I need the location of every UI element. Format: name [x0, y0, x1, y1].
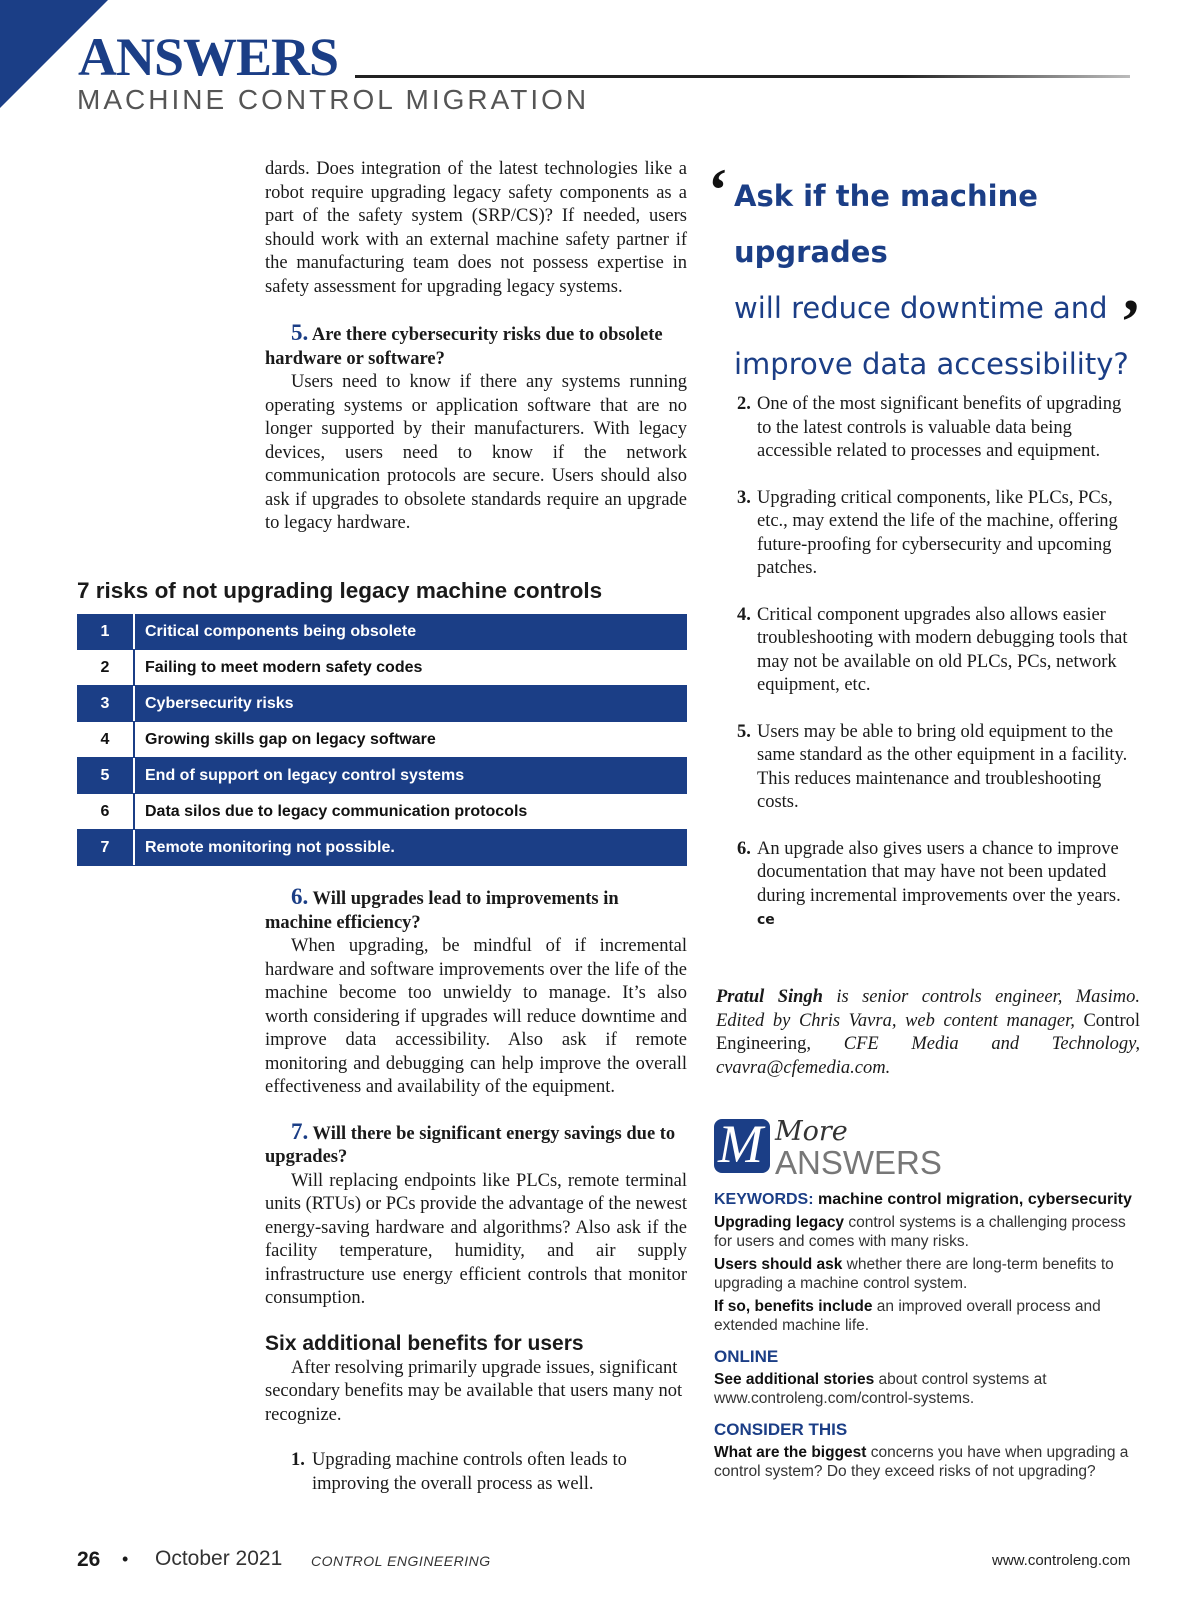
question-5-heading	[265, 321, 687, 371]
footer-bullet: •	[122, 1549, 129, 1569]
consider-text	[714, 1443, 1142, 1481]
summary-1-text: control systems is a challenging process for users and comes with many risks.	[714, 1214, 1126, 1250]
question-5-title: Are there cybersecurity risks due to obsolete hardware or software?	[265, 325, 663, 369]
intro-paragraph: dards. Does integration of the latest technologies like a robot require upgrading legacy safety components as a part of the safety system (SRP/CS)? If needed, users should work with an external machine safety partner if the manufacturing team does not possess expertise in safety assessment for upgrading legacy systems.	[265, 159, 687, 297]
pull-quote	[734, 168, 1174, 392]
benefit-item	[737, 604, 1139, 698]
benefit-text-body: An upgrade also gives users a chance to improve documentation that may have not been updated during incremental improvements over the years.	[757, 838, 1121, 906]
more-word: More	[775, 1116, 848, 1147]
risk-number: 7	[77, 830, 135, 865]
benefit-text: One of the most significant benefits of upgrading to the latest controls is valuable data being accessible related to processes and equipment.	[757, 394, 1122, 461]
question-6-heading	[265, 885, 687, 935]
online-bold: See additional stories	[714, 1371, 875, 1388]
benefit-text: Upgrading critical components, like PLCs, PCs, etc., may extend the life of the machine, offering future-proofing for cybersecurity and upcoming patches.	[757, 487, 1118, 578]
benefit-text	[757, 838, 1139, 933]
risk-row	[77, 722, 687, 758]
risk-number: 2	[77, 650, 135, 685]
pull-quote-line1: Ask if the machine upgrades	[734, 179, 1038, 269]
question-7-body: Will replacing endpoints like PLCs, remote terminal units (RTUs) or PCs provide the advantage of the newest energy-saving hardware and algorithms? Also ask if the facility temperature, humidity, and air supply infrastructure use energy efficient controls that monitor consumption.	[265, 1170, 687, 1308]
risk-number: 1	[77, 614, 135, 649]
question-7-heading	[265, 1120, 687, 1170]
question-6-body: When upgrading, be mindful of if incremental hardware and software improvements over the life of the machine become too unwieldy to manage. It’s also worth considering if upgrades will reduce downtime and improve data accessibility. Also ask if remote monitoring and debugging can help improve the overall effectiveness and availability of the equipment.	[265, 936, 687, 1097]
risk-text: Growing skills gap on legacy software	[145, 730, 436, 748]
question-5-number: 5.	[291, 320, 309, 345]
benefit-number: 3.	[737, 487, 751, 508]
benefit-item	[737, 838, 1139, 933]
question-5-body: Users need to know if there any systems running operating systems or application software that are no longer supported by their manufacturers. With legacy devices, users need to know if the network communication protocols are secure. Users should also ask if upgrades to obsolete standards require an upgrade to legacy hardware.	[265, 372, 687, 533]
online-link-text[interactable]: about control systems at www.controleng.com/control-systems.	[714, 1371, 1047, 1407]
summary-3	[714, 1297, 1142, 1335]
logo-letter: M	[718, 1114, 763, 1174]
risk-text: Failing to meet modern safety codes	[145, 658, 423, 676]
risk-number: 6	[77, 794, 135, 829]
keywords-line	[714, 1190, 1142, 1209]
answers-word: ANSWERS	[775, 1144, 942, 1181]
benefit-number: 1.	[291, 1450, 305, 1470]
benefit-text: Critical component upgrades also allows easier troubleshooting with modern debugging tools that may not be available on old PLCs, PCs, network equipment, etc.	[757, 604, 1128, 695]
risk-text: Cybersecurity risks	[145, 694, 294, 712]
footer-url[interactable]: www.controleng.com	[992, 1552, 1131, 1569]
summary-1	[714, 1213, 1142, 1251]
risk-text: End of support on legacy control systems	[145, 766, 465, 784]
quote-open-mark: ‘	[708, 157, 728, 223]
risk-number: 5	[77, 758, 135, 793]
author-name: Pratul Singh	[716, 987, 823, 1007]
risk-text: Critical components being obsolete	[145, 622, 417, 640]
benefit-item	[265, 1449, 687, 1496]
keywords-label: KEYWORDS:	[714, 1191, 814, 1208]
risk-row	[77, 830, 687, 866]
risk-text: Data silos due to legacy communication protocols	[145, 802, 528, 820]
author-bio-text2: , CFE Media and Technology, cvavra@cfemedia.com.	[716, 1034, 1140, 1078]
keywords-text: machine control migration, cybersecurity	[818, 1191, 1132, 1208]
summary-2-text: whether there are long-term benefits to upgrading a machine control system.	[714, 1256, 1114, 1292]
issue-date: October 2021	[155, 1547, 283, 1570]
page-number: 26	[77, 1548, 101, 1571]
benefit-text: Upgrading machine controls often leads to improving the overall process as well.	[312, 1450, 627, 1494]
section-subtitle: MACHINE CONTROL MIGRATION	[77, 84, 590, 115]
online-text[interactable]	[714, 1370, 1142, 1408]
benefit-item	[737, 393, 1139, 464]
question-7-number: 7.	[291, 1118, 309, 1144]
more-answers-logo	[714, 1114, 770, 1174]
risk-row	[77, 758, 687, 794]
benefit-item	[737, 487, 1139, 581]
online-label: ONLINE	[714, 1347, 779, 1366]
benefits-list	[737, 393, 1139, 933]
benefit-number: 5.	[737, 721, 751, 742]
risks-heading: 7 risks of not upgrading legacy machine controls	[77, 578, 603, 603]
risk-number: 3	[77, 686, 135, 721]
consider-body: concerns you have when upgrading a control system? Do they exceed risks of not upgrading?	[714, 1444, 1129, 1480]
benefit-text: Users may be able to bring old equipment to the same standard as the other equipment in a facility. This reduces maintenance and troubleshooting costs.	[757, 721, 1128, 812]
risk-row	[77, 614, 687, 650]
more-answers-box	[714, 1190, 1142, 1481]
consider-bold: What are the biggest	[714, 1444, 867, 1461]
summary-3-text: an improved overall process and extended machine life.	[714, 1298, 1101, 1334]
summary-1-bold: Upgrading legacy	[714, 1214, 845, 1231]
question-6-title: Will upgrades lead to improvements in machine efficiency?	[265, 889, 619, 933]
risk-row	[77, 794, 687, 830]
consider-label: CONSIDER THIS	[714, 1420, 848, 1439]
benefit-item	[737, 721, 1139, 815]
summary-2-bold: Users should ask	[714, 1256, 843, 1273]
summary-3-bold: If so, benefits include	[714, 1298, 873, 1315]
benefit-number: 4.	[737, 604, 751, 625]
author-bio-pub: Control Engineering	[716, 1010, 1140, 1054]
question-6-number: 6.	[291, 884, 309, 909]
benefits-heading: Six additional benefits for users	[265, 1331, 584, 1355]
risk-row	[77, 686, 687, 722]
author-bio-text1: is senior controls engineer, Masimo. Edited by Chris Vavra, web content manager,	[716, 987, 1140, 1031]
benefit-number: 2.	[737, 394, 751, 414]
magazine-name: CONTROL ENGINEERING	[311, 1553, 491, 1569]
pull-quote-line2: will reduce downtime and	[734, 291, 1108, 325]
end-mark: ce	[757, 912, 775, 928]
author-bio	[716, 986, 1140, 1080]
question-7-title: Will there be significant energy savings due to upgrades?	[265, 1123, 676, 1167]
summary-2	[714, 1255, 1142, 1293]
quote-close-mark: ’	[1120, 286, 1142, 357]
column-left-top	[265, 158, 687, 536]
benefit-number: 6.	[737, 838, 751, 859]
pull-quote-line3: improve data accessibility?	[734, 347, 1129, 381]
header-rule	[355, 75, 1130, 78]
risk-text: Remote monitoring not possible.	[145, 838, 395, 856]
risks-table	[77, 614, 687, 866]
risk-number: 4	[77, 722, 135, 757]
column-left-bottom	[265, 885, 687, 1496]
benefits-intro: After resolving primarily upgrade issues, significant secondary benefits may be available that users many not recognize.	[265, 1357, 683, 1425]
section-title: ANSWERS	[78, 27, 339, 87]
risk-row	[77, 650, 687, 686]
